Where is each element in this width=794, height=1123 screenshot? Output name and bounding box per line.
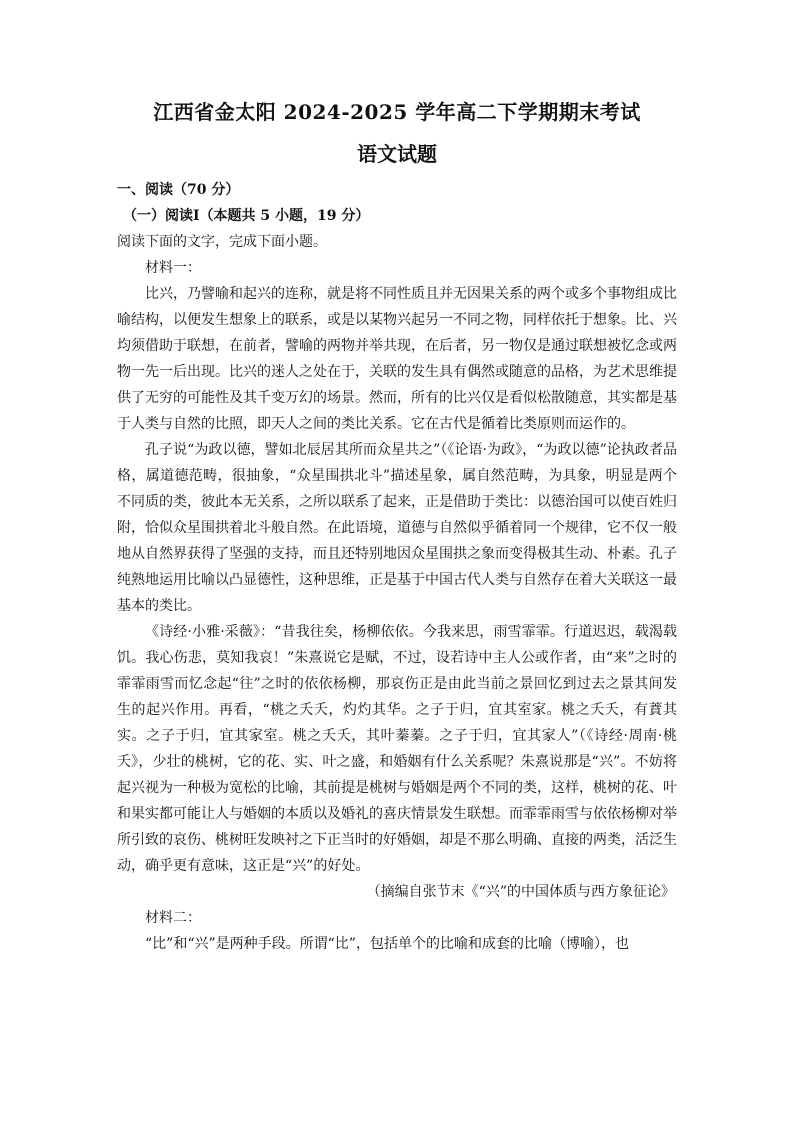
document-body — [117, 177, 677, 957]
material1-paragraph-1: 比兴，乃譬喻和起兴的连称，就是将不同性质且并无因果关系的两个或多个事物组成比喻结构，以便发生想象上的联系，或是以某物兴起另一不同之物，同样依托于想象。比、兴均须借助于联想，在前者，譬喻的两物并举共现，在后者，另一物仅是通过联想被忆念或两物一先一后出现。比兴的迷人之处在于，关联的发生具有偶然或随意的品格，为艺术思维提供了无穷的可能性及其千变万幻的场景。然而，所有的比兴仅是看似松散随意，其实都是基于人类与自然的比照，即天人之间的类比关系。它在古代是循着比类原则而运作的。 — [117, 286, 677, 432]
material1-paragraph-2: 孔子说“为政以德，譬如北辰居其所而众星共之”（《论语·为政》，“为政以德”论执政者品格，属道德范畴，很抽象，“众星围拱北斗”描述星象，属自然范畴，为具象，明显是两个不同质的类，彼此本无关系，之所以联系了起来，正是借助于类比：以德治国可以使百姓归附，恰似众星围拱着北斗般自然。在此语境，道德与自然似乎循着同一个规律，它不仅一般地从自然界获得了坚强的支持，而且还特别地因众星围拱之象而变得极其生动、朴素。孔子纯熟地运用比喻以凸显德性，这种思维，正是基于中国古代人类与自然存在着大关联这一最基本的类比。 — [117, 442, 677, 614]
instruction-text: 阅读下面的文字，完成下面小题。 — [117, 234, 327, 250]
document-title: 江西省金太阳 2024-2025 学年高二下学期期末考试 — [153, 100, 641, 124]
material2-label: 材料二： — [145, 910, 201, 926]
document-subtitle: 语文试题 — [357, 142, 437, 166]
material1-label: 材料一： — [145, 260, 201, 276]
part1-heading: 一、阅读（70 分） — [117, 182, 240, 198]
material1-source: （摘编自张节末《“兴”的中国体质与西方象征论》 — [366, 884, 675, 900]
material2-paragraph-1: “比”和“兴”是两种手段。所谓“比”，包括单个的比喻和成套的比喻（博喻），也 — [145, 936, 629, 952]
part1-sub-heading: （一）阅读Ⅰ（本题共 5 小题，19 分） — [123, 208, 370, 224]
material1-paragraph-3: 《诗经·小雅·采薇》：“昔我往矣，杨柳依依。今我来思，雨雪霏霏。行道迟迟，载渴载饥。我心伤悲，莫知我哀！”朱熹说它是赋，不过，设若诗中主人公或作者，由“来”之时的霏霏雨雪而忆念起“往”之时的依依杨柳，那哀伤正是由此当前之景回忆到过去之景其间发生的起兴作用。再看，“桃之夭夭，灼灼其华。之子于归，宜其室家。桃之夭夭，有蕡其实。之子于归，宜其家室。桃之夭夭，其叶蓁蓁。之子于归，宜其家人”（《诗经·周南·桃夭》，少壮的桃树，它的花、实、叶之盛，和婚姻有什么关系呢？朱熹说那是“兴”。不妨将起兴视为一种极为宽松的比喻，其前提是桃树与婚姻是两个不同的类，这样，桃树的花、叶和果实都可能让人与婚姻的本质以及婚礼的喜庆情景发生联想。而霏霏雨雪与依依杨柳对举所引致的哀伤、桃树旺发映衬之下正当时的好婚姻，却是不那么明确、直接的两类，活泛生动，确乎更有意味，这正是“兴”的好处。 — [117, 624, 677, 874]
